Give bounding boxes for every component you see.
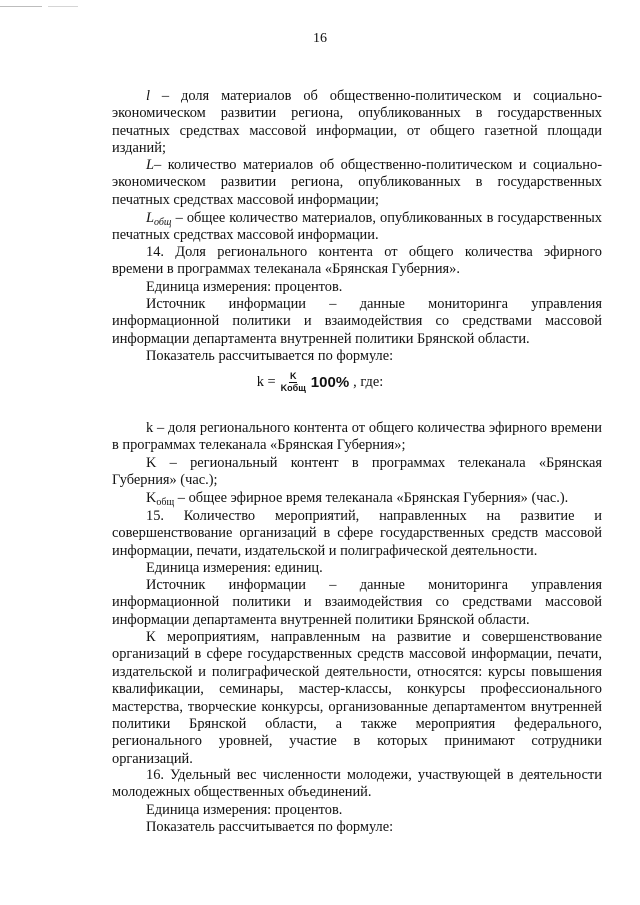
unit-of-measure: Единица измерения: процентов.: [146, 802, 343, 818]
formula-k: [0, 371, 640, 394]
paragraph-Lобщ-definition: [112, 210, 602, 245]
variable-L-total: $L_{общ}$: [146, 210, 172, 228]
paragraph-k-definition: k – доля регионального контента от общего количества эфирного времени в программах телеканала «Брянская Губерния»;: [112, 420, 602, 454]
variable-K-total: $K_{общ}$: [146, 490, 175, 508]
paragraph-text: – количество материалов об общественно-политическом и социально-экономическом развитии региона, опубликованных в государственных печатных средствах массовой информации;: [112, 157, 602, 208]
formula-numerator: K: [289, 371, 297, 381]
paragraph-L-definition: [112, 157, 602, 209]
section-15-heading: 15. Количество мероприятий, направленных на развитие и совершенствование организаций в сфере государственных средств массовой информации, печати, издательской и полиграфической деятельности.: [112, 508, 602, 559]
paragraph-text: – доля материалов об общественно-политическом и социально-экономическом развитии региона, опубликованных в государственных печатных средствах массовой информации, от общего газетной площади изданий;: [112, 88, 602, 157]
formula-percent: 100%: [310, 374, 350, 391]
variable-L: L: [146, 157, 155, 173]
information-source: Источник информации – данные мониторинга управления информационной политики и взаимодействия со средствами массовой информации департамента внутренней политики Брянской области.: [112, 577, 602, 628]
unit-of-measure: Единица измерения: процентов.: [146, 279, 343, 295]
section-16-heading: 16. Удельный вес численности молодежи, участвующей в деятельности молодежных общественных объединений.: [112, 767, 602, 801]
paragraph-l-definition: [112, 88, 602, 158]
formula-intro: Показатель рассчитывается по формуле:: [146, 348, 394, 364]
paragraph-text: – общее эфирное время телеканала «Брянская Губерния» (час.).: [174, 490, 569, 506]
paragraph-Kобщ-definition: [112, 490, 602, 507]
paragraph-K-definition: K – региональный контент в программах телеканала «Брянская Губерния» (час.);: [112, 455, 602, 489]
paragraph-text: – общее количество материалов, опубликованных в государственных печатных средствах массовой информации.: [112, 210, 602, 244]
scan-edge-line: [0, 6, 42, 7]
variable-l: l: [146, 88, 150, 104]
section-14-heading: 14. Доля регионального контента от общего количества эфирного времени в программах телеканала «Брянская Губерния».: [112, 244, 602, 278]
formula-fraction: [280, 371, 307, 394]
events-description: К мероприятиям, направленным на развитие и совершенствование организаций в сфере государственных средств массовой информации, печати, издательской и полиграфической деятельности, относятся: курсы повышения квалификации, семинары, мастер-классы, конкурсы профессионального мастерства, творческие конкурсы, организованные департаментом внутренней политики Брянской области, а также мероприятия федерального, регионального уровней, участие в которых принимают сотрудники организаций.: [112, 629, 602, 767]
scan-edge-line: [48, 6, 78, 7]
unit-of-measure: Единица измерения: единиц.: [146, 560, 323, 576]
formula-intro: Показатель рассчитывается по формуле:: [146, 819, 394, 835]
page-number: 16: [313, 31, 327, 46]
formula-denominator: Kобщ: [280, 383, 306, 393]
formula-lhs: k =: [256, 374, 276, 390]
information-source: Источник информации – данные мониторинга управления информационной политики и взаимодействия со средствами массовой информации департамента внутренней политики Брянской области.: [112, 296, 602, 347]
formula-tail: , где:: [353, 374, 384, 390]
